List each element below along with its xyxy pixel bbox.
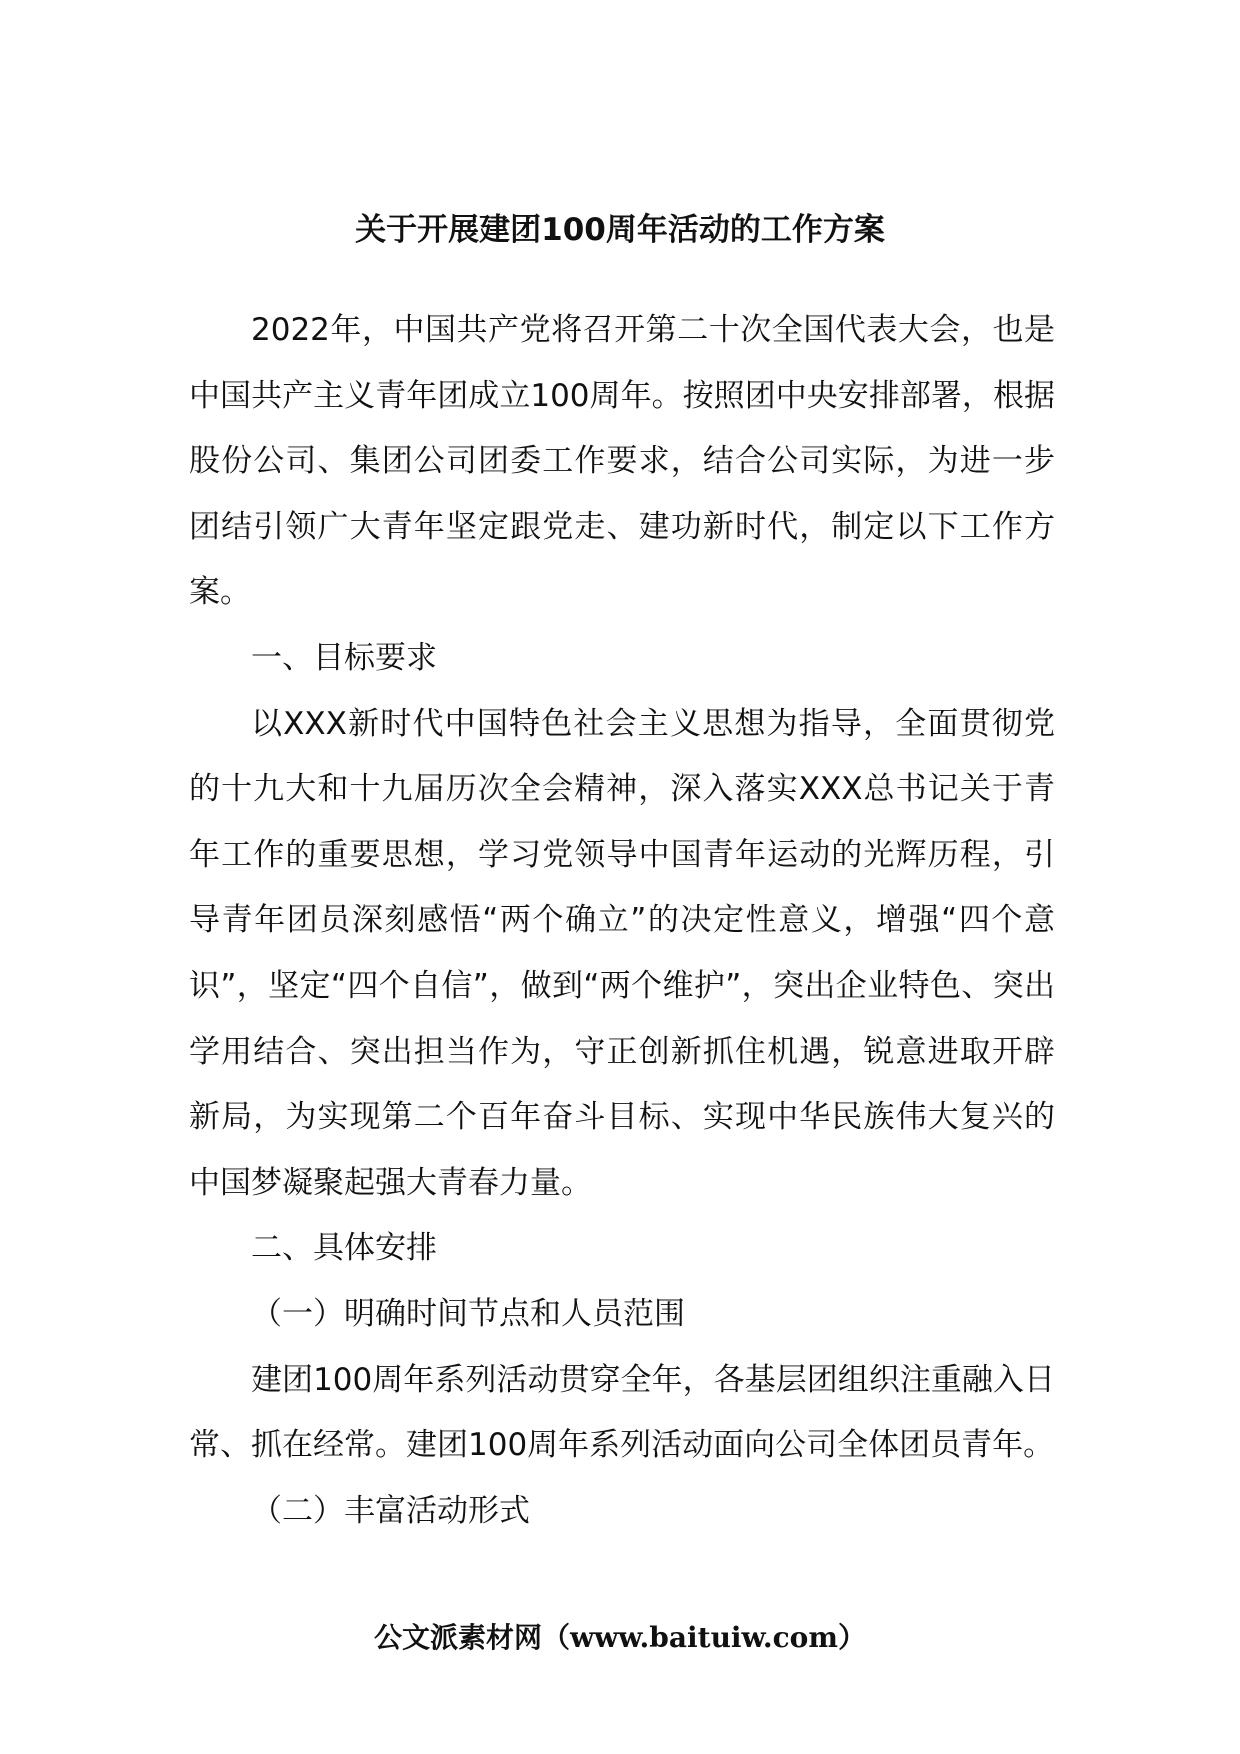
section-heading-goals: 一、目标要求 [251,639,437,676]
document-body [189,298,1055,1544]
footer-watermark: 公文派素材网（www.baituiw.com） [374,1621,866,1654]
subsection-heading-timeline: （一）明确时间节点和人员范围 [251,1295,685,1332]
subsection-heading-activities: （二）丰富活动形式 [251,1492,530,1529]
section-heading-arrangements: 二、具体安排 [251,1230,437,1267]
intro-paragraph: 2022年，中国共产党将召开第二十次全国代表大会，也是中国共产主义青年团成立100周年。按照团中央安排部署，根据股份公司、集团公司团委工作要求，结合公司实际，为进一步团结引领广大青年坚定跟党走、建功新时代，制定以下工作方案。 [189,312,1055,611]
document-title: 关于开展建团100周年活动的工作方案 [355,212,885,248]
goals-paragraph: 以XXX新时代中国特色社会主义思想为指导，全面贯彻党的十九大和十九届历次全会精神，深入落实XXX总书记关于青年工作的重要思想，学习党领导中国青年运动的光辉历程，引导青年团员深刻感悟“两个确立”的决定性意义，增强“四个意识”，坚定“四个自信”，做到“两个维护”，突出企业特色、突出学用结合、突出担当作为，守正创新抓住机遇，锐意进取开辟新局，为实现第二个百年奋斗目标、实现中华民族伟大复兴的中国梦凝聚起强大青春力量。 [189,705,1055,1201]
timeline-paragraph: 建团100周年系列活动贯穿全年，各基层团组织注重融入日常、抓在经常。建团100周年系列活动面向公司全体团员青年。 [189,1361,1055,1464]
